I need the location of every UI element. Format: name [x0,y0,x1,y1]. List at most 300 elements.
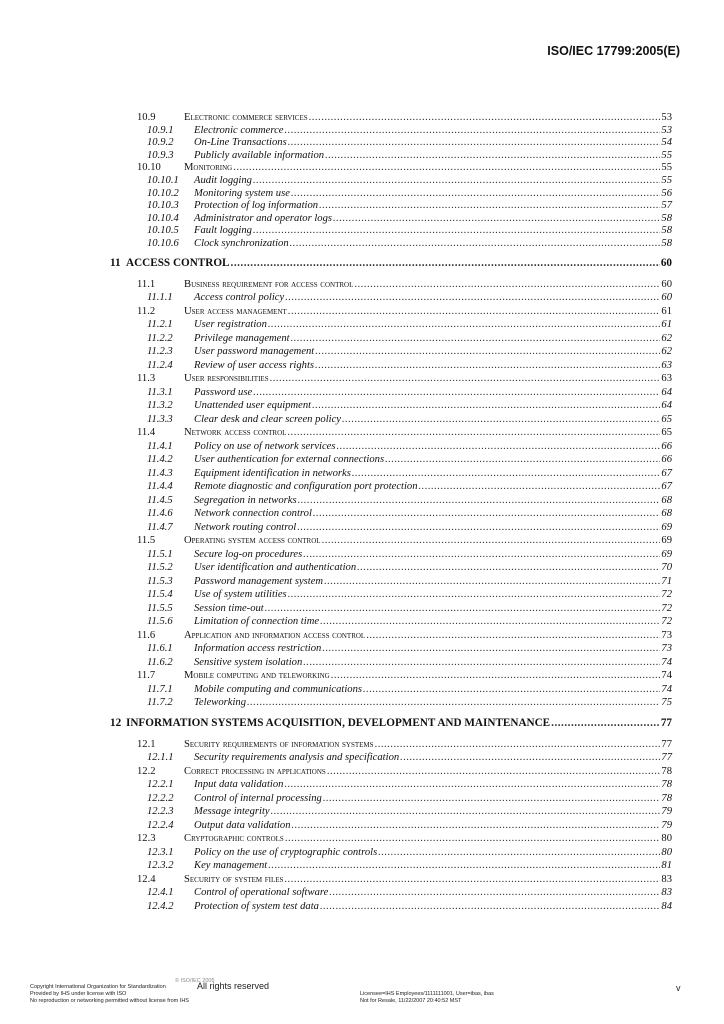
toc-entry-number: 10.9 [137,112,156,123]
toc-entry-page: 79 [661,806,672,818]
toc-leader-dots [253,387,660,398]
toc-subsection-entry[interactable] [110,441,672,455]
toc-entry-number: 11.2.1 [147,319,173,331]
toc-entry-page: 74 [661,683,672,695]
toc-entry-title: Secure log-on procedures [194,548,303,560]
toc-entry-page: 65 [661,413,672,425]
toc-leader-dots [303,549,660,560]
toc-entry-page: 72 [661,616,672,628]
toc-entry-number: 11.1 [137,278,156,290]
toc-entry-title: Fault logging [194,225,252,237]
toc-entry-title: Electronic commerce [194,124,284,136]
toc-entry-title: Message integrity [194,806,270,818]
toc-leader-dots [297,522,660,533]
toc-entry-number: 12.3.2 [147,860,174,872]
toc-subsection-entry[interactable] [110,125,672,138]
toc-subsection-entry[interactable] [110,549,672,563]
toc-subsection-entry[interactable] [110,589,672,603]
toc-entry-number: 11.4.7 [147,521,173,533]
toc-entry-title: Administrator and operator logs [194,212,333,224]
toc-entry-title: Unattended user equipment [194,400,312,412]
toc-subsection-entry[interactable] [110,454,672,468]
toc-entry-page: 62 [661,346,672,358]
toc-subsection-entry[interactable] [110,820,672,834]
toc-section-entry[interactable] [110,739,672,753]
toc-entry-number: 11.6.2 [147,656,173,668]
toc-entry-number: 12.2 [137,765,156,777]
toc-entry-title: Network routing control [194,521,297,533]
toc-subsection-entry[interactable] [110,887,672,901]
toc-entry-number: 10.10.3 [147,200,179,212]
toc-entry-page: 73 [661,643,672,655]
table-of-contents [110,112,672,914]
toc-entry-title: Publicly available information [194,149,325,161]
toc-entry-number: 11.4.5 [147,494,173,506]
toc-entry-number: 10.9.1 [147,124,174,136]
toc-leader-dots [354,279,660,290]
toc-entry-page: 74 [661,670,672,682]
toc-entry-page: 61 [661,305,672,317]
toc-entry-page: 78 [661,792,672,804]
toc-subsection-entry[interactable] [110,292,672,306]
toc-entry-title: Network access control [184,427,287,439]
toc-leader-dots [312,400,660,411]
toc-entry-number: 12.4 [137,873,156,885]
toc-entry-number: 11.3.2 [147,400,173,412]
toc-entry-title: Security of system files [184,873,284,885]
toc-section-entry[interactable] [110,112,672,125]
toc-leader-dots [331,670,661,681]
toc-entry-page: 73 [661,629,672,641]
toc-leader-dots [319,200,660,211]
toc-subsection-entry[interactable] [110,360,672,374]
toc-entry-number: 11.5 [137,535,156,547]
toc-entry-page: 67 [661,481,672,493]
toc-entry-title: Input data validation [194,779,284,791]
toc-leader-dots [385,454,660,465]
toc-entry-page: 56 [661,187,672,199]
toc-entry-number: 11.4.2 [147,454,173,466]
toc-entry-title: Teleworking [194,697,246,709]
toc-entry-number: 12.1 [137,738,156,750]
toc-section-entry[interactable] [110,427,672,441]
toc-leader-dots [285,125,661,136]
toc-entry-title: INFORMATION SYSTEMS ACQUISITION, DEVELOPMENT AND MAINTENANCE [126,716,551,729]
toc-leader-dots [292,820,661,831]
toc-subsection-entry[interactable] [110,603,672,617]
toc-leader-dots [287,427,660,438]
toc-entry-number: 10.10 [137,162,161,174]
toc-entry-page: 58 [661,212,672,224]
toc-entry-number: 10.9.2 [147,137,174,149]
toc-entry-title: Protection of log information [194,200,319,212]
toc-entry-number: 11.5.6 [147,616,173,628]
toc-entry-page: 63 [661,373,672,385]
toc-entry-page: 65 [661,427,672,439]
toc-entry-number: 12.3 [137,833,156,845]
toc-leader-dots [309,112,661,123]
toc-entry-number: 10.10.5 [147,225,179,237]
toc-entry-title: Correct processing in applications [184,765,326,777]
toc-entry-title: Operating system access control [184,535,321,547]
toc-entry-page: 60 [660,256,672,269]
toc-entry-page: 55 [661,162,672,174]
toc-subsection-entry[interactable] [110,481,672,495]
toc-entry-page: 64 [661,386,672,398]
toc-subsection-entry[interactable] [110,697,672,711]
toc-section-entry[interactable] [110,766,672,780]
toc-leader-dots [322,535,661,546]
toc-entry-page: 72 [661,589,672,601]
toc-entry-number: 10.9.3 [147,149,174,161]
toc-subsection-entry[interactable] [110,508,672,522]
toc-entry-page: 63 [661,359,672,371]
toc-leader-dots [378,847,660,858]
footer-line: No reproduction or networking permitted without license from IHS [30,998,189,1004]
toc-entry-number: 11.4.4 [147,481,173,493]
toc-entry-title: Protection of system test data [194,900,319,912]
toc-entry-title: User password management [194,346,315,358]
toc-leader-dots [291,188,660,199]
toc-entry-page: 79 [661,819,672,831]
toc-section-entry[interactable] [110,306,672,320]
toc-entry-number: 11.7.2 [147,697,173,709]
toc-leader-dots [375,739,661,750]
toc-leader-dots [400,752,660,763]
toc-entry-number: 11.1.1 [147,292,173,304]
toc-section-entry[interactable] [110,373,672,387]
toc-subsection-entry[interactable] [110,576,672,590]
toc-subsection-entry[interactable] [110,901,672,915]
footer-page-number: v [676,983,681,993]
toc-leader-dots [303,657,660,668]
toc-leader-dots [551,717,660,729]
toc-entry-title: User access management [184,305,287,317]
toc-entry-number: 11.7 [137,670,156,682]
toc-entry-title: Control of internal processing [194,792,322,804]
toc-leader-dots [327,766,661,777]
toc-entry-page: 78 [661,779,672,791]
toc-entry-page: 66 [661,454,672,466]
toc-entry-number: 10.10.1 [147,174,179,186]
toc-entry-title: Segregation in networks [194,494,297,506]
toc-entry-number: 11.4.3 [147,467,173,479]
toc-entry-page: 60 [661,292,672,304]
toc-entry-title: Cryptographic controls [184,833,284,845]
toc-entry-title: Control of operational software [194,887,329,899]
toc-leader-dots [268,860,660,871]
toc-entry-number: 11.5.1 [147,548,173,560]
toc-entry-number: 11.3.1 [147,386,173,398]
toc-subsection-entry[interactable] [110,414,672,428]
toc-entry-page: 61 [661,319,672,331]
toc-section-entry[interactable] [110,833,672,847]
toc-leader-dots [290,238,661,249]
toc-entry-title: Key management [194,860,268,872]
toc-entry-number: 11.4.1 [147,440,173,452]
toc-entry-number: 12.4.2 [147,900,174,912]
toc-subsection-entry[interactable] [110,779,672,793]
toc-entry-number: 12.3.1 [147,846,174,858]
toc-entry-number: 11.4.6 [147,508,173,520]
toc-entry-title: Mobile computing and teleworking [184,670,330,682]
toc-subsection-entry[interactable] [110,225,672,238]
toc-entry-number: 11.2.2 [147,332,173,344]
toc-leader-dots [313,508,661,519]
toc-entry-title: Monitoring system use [194,187,290,199]
toc-leader-dots [324,576,660,587]
toc-entry-number: 12.2.4 [147,819,174,831]
toc-entry-page: 62 [661,332,672,344]
toc-leader-dots [231,257,660,269]
toc-entry-page: 78 [661,765,672,777]
toc-entry-page: 80 [661,846,672,858]
toc-entry-page: 53 [661,112,672,123]
toc-leader-dots [284,874,660,885]
toc-leader-dots [253,225,660,236]
toc-leader-dots [298,495,661,506]
toc-entry-title: Electronic commerce services [184,112,308,123]
toc-entry-number: 12.2.3 [147,806,174,818]
toc-entry-title: Security requirements of information systems [184,738,374,750]
toc-leader-dots [233,162,660,173]
toc-entry-title: Information access restriction [194,643,322,655]
footer-license-lines [360,991,494,1005]
toc-entry-title: Session time-out [194,602,264,614]
footer-copyright-lines [30,984,189,1005]
toc-section-entry[interactable] [110,670,672,684]
toc-entry-page: 72 [661,602,672,614]
toc-entry-title: Remote diagnostic and configuration port protection [194,481,418,493]
toc-entry-number: 10.10.2 [147,187,179,199]
toc-entry-page: 55 [661,174,672,186]
toc-leader-dots [329,887,660,898]
toc-entry-page: 69 [661,535,672,547]
toc-entry-number: 11.3 [137,373,156,385]
toc-entry-number: 12.1.1 [147,752,174,764]
toc-entry-page: 77 [661,752,672,764]
toc-entry-page: 80 [661,833,672,845]
toc-entry-title: Business requirement for access control [184,278,354,290]
toc-leader-dots [291,333,661,344]
toc-subsection-entry[interactable] [110,333,672,347]
toc-subsection-entry[interactable] [110,860,672,874]
toc-entry-number: 12 [110,716,122,729]
toc-subsection-entry[interactable] [110,806,672,820]
toc-subsection-entry[interactable] [110,684,672,698]
toc-entry-title: Equipment identification in networks [194,467,351,479]
toc-leader-dots [285,292,660,303]
toc-subsection-entry[interactable] [110,616,672,630]
toc-entry-number: 11 [110,256,121,269]
toc-entry-title: User authentication for external connections [194,454,385,466]
toc-entry-page: 83 [661,887,672,899]
toc-entry-number: 11.5.2 [147,562,173,574]
toc-leader-dots [315,360,660,371]
toc-entry-title: On-Line Transactions [194,137,287,149]
toc-subsection-entry[interactable] [110,495,672,509]
toc-leader-dots [320,901,660,912]
toc-leader-dots [366,630,660,641]
toc-leader-dots [285,833,661,844]
toc-entry-number: 11.5.3 [147,575,173,587]
toc-entry-title: Mobile computing and communications [194,683,363,695]
toc-entry-number: 11.6.1 [147,643,173,655]
toc-entry-title: Security requirements analysis and specification [194,752,400,764]
toc-entry-number: 10.10.4 [147,212,179,224]
toc-entry-number: 11.5.4 [147,589,173,601]
toc-entry-page: 68 [661,494,672,506]
toc-leader-dots [247,697,660,708]
toc-entry-page: 66 [661,440,672,452]
toc-entry-page: 83 [661,873,672,885]
toc-block-chapter-10 [110,112,672,251]
toc-entry-page: 75 [661,697,672,709]
toc-entry-title: ACCESS CONTROL [126,256,230,269]
toc-leader-dots [288,137,661,148]
toc-entry-title: Limitation of connection time [194,616,320,628]
toc-entry-title: Review of user access rights [194,359,315,371]
toc-leader-dots [323,793,661,804]
document-header-title: ISO/IEC 17799:2005(E) [547,44,680,58]
toc-entry-number: 11.7.1 [147,683,173,695]
toc-subsection-entry[interactable] [110,150,672,163]
toc-leader-dots [271,806,661,817]
toc-entry-page: 57 [661,200,672,212]
toc-entry-page: 68 [661,508,672,520]
toc-entry-page: 67 [661,467,672,479]
toc-leader-dots [357,562,660,573]
toc-entry-page: 74 [661,656,672,668]
toc-entry-title: Access control policy [194,292,285,304]
toc-subsection-entry[interactable] [110,657,672,671]
toc-entry-title: Privilege management [194,332,290,344]
footer-rights: All rights reserved [197,981,270,991]
toc-subsection-entry[interactable] [110,847,672,861]
toc-subsection-entry[interactable] [110,175,672,188]
toc-entry-number: 11.6 [137,629,156,641]
toc-entry-title: Monitoring [184,162,233,174]
footer-line: Licensee=IHS Employees/1111111001, User=ibas, ibas [360,991,494,997]
toc-entry-page: 77 [661,738,672,750]
toc-entry-page: 71 [661,575,672,587]
toc-chapter-entry[interactable] [110,717,672,737]
toc-entry-title: Password management system [194,575,324,587]
toc-leader-dots [253,175,660,186]
toc-chapter-entry[interactable] [110,257,672,277]
toc-section-entry[interactable] [110,630,672,644]
toc-leader-dots [342,414,660,425]
footer-line: Provided by IHS under license with ISO [30,991,127,997]
toc-leader-dots [419,481,661,492]
toc-entry-page: 69 [661,548,672,560]
toc-leader-dots [337,441,661,452]
toc-entry-page: 69 [661,521,672,533]
toc-entry-page: 58 [661,237,672,249]
toc-entry-page: 60 [661,278,672,290]
toc-section-entry[interactable] [110,279,672,293]
toc-entry-title: Use of system utilities [194,589,287,601]
toc-entry-title: Audit logging [194,174,252,186]
toc-subsection-entry[interactable] [110,793,672,807]
toc-entry-title: Clock synchronization [194,237,289,249]
toc-leader-dots [325,150,660,161]
toc-entry-number: 11.2.4 [147,359,173,371]
toc-entry-number: 11.2.3 [147,346,173,358]
toc-subsection-entry[interactable] [110,562,672,576]
toc-entry-page: 70 [661,562,672,574]
toc-entry-title: Password use [194,386,253,398]
toc-leader-dots [320,616,660,627]
toc-subsection-entry[interactable] [110,752,672,766]
toc-subsection-entry[interactable] [110,387,672,401]
toc-entry-number: 11.5.5 [147,602,173,614]
toc-leader-dots [363,684,660,695]
toc-subsection-entry[interactable] [110,213,672,226]
toc-entry-page: 58 [661,225,672,237]
toc-subsection-entry[interactable] [110,200,672,213]
toc-entry-page: 84 [661,900,672,912]
toc-entry-page: 81 [661,860,672,872]
toc-entry-number: 12.4.1 [147,887,174,899]
toc-subsection-entry[interactable] [110,188,672,201]
toc-leader-dots [265,603,661,614]
toc-subsection-entry[interactable] [110,643,672,657]
toc-leader-dots [270,373,661,384]
toc-leader-dots [322,643,660,654]
toc-entry-title: Clear desk and clear screen policy [194,413,341,425]
toc-entry-title: Policy on the use of cryptographic controls [194,846,378,858]
toc-entry-page: 77 [660,716,672,729]
toc-entry-title: User responsibilities [184,373,269,385]
toc-subsection-entry[interactable] [110,137,672,150]
toc-subsection-entry[interactable] [110,468,672,482]
toc-leader-dots [284,779,660,790]
toc-subsection-entry[interactable] [110,522,672,536]
toc-section-entry[interactable] [110,162,672,175]
toc-subsection-entry[interactable] [110,400,672,414]
toc-entry-title: Network connection control [194,508,312,520]
toc-section-entry[interactable] [110,535,672,549]
toc-entry-page: 55 [661,149,672,161]
toc-subsection-entry[interactable] [110,346,672,360]
toc-subsection-entry[interactable] [110,319,672,333]
toc-entry-title: User identification and authentication [194,562,357,574]
toc-entry-title: User registration [194,319,267,331]
toc-entry-title: Sensitive system isolation [194,656,303,668]
footer-line: Copyright International Organization for Standardization [30,984,166,990]
toc-leader-dots [288,589,661,600]
toc-entry-number: 12.2.1 [147,779,174,791]
toc-section-entry[interactable] [110,874,672,888]
toc-entry-number: 12.2.2 [147,792,174,804]
toc-leader-dots [333,213,660,224]
footer-copyright-mark: © ISO/IEC 2005 [175,978,215,984]
toc-subsection-entry[interactable] [110,238,672,251]
toc-block-chapters-11-12 [110,257,672,915]
toc-entry-page: 64 [661,400,672,412]
toc-entry-title: Policy on use of network services [194,440,336,452]
footer-line: Not for Resale, 11/22/2007 20:40:52 MST [360,998,462,1004]
toc-entry-number: 11.2 [137,305,156,317]
toc-entry-page: 54 [661,137,672,149]
toc-leader-dots [288,306,661,317]
toc-entry-page: 53 [661,124,672,136]
toc-entry-number: 10.10.6 [147,237,179,249]
toc-leader-dots [315,346,660,357]
toc-entry-title: Application and information access control [184,629,366,641]
toc-entry-number: 11.4 [137,427,156,439]
